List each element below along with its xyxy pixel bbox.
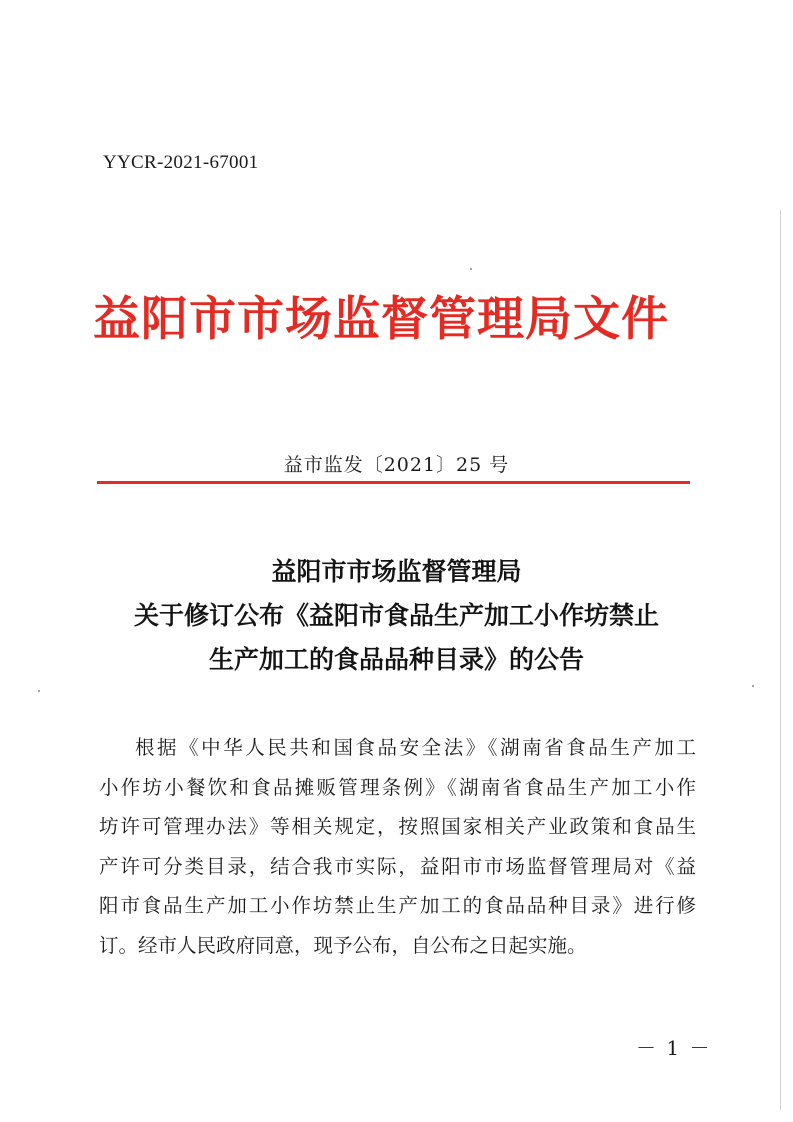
body-line: 产许可分类目录，结合我市实际，益阳市市场监督管理局对《益 — [99, 854, 696, 878]
body-line: 坊许可管理办法》等相关规定，按照国家相关产业政策和食品生 — [99, 815, 696, 838]
scan-speck — [38, 690, 40, 692]
document-number: 益市监发〔2021〕25 号 — [283, 454, 510, 476]
page-number: － 1 － — [636, 1036, 712, 1060]
notice-title — [0, 550, 793, 682]
body-line: 根据《中华人民共和国食品安全法》《湖南省食品生产加工 — [135, 736, 696, 759]
notice-title-line: 关于修订公布《益阳市食品生产加工小作坊禁止 — [133, 601, 659, 630]
scan-speck — [470, 268, 472, 270]
body-line: 阳市食品生产加工小作坊禁止生产加工的食品品种目录》进行修 — [99, 894, 696, 917]
issuer-title: 益阳市市场监督管理局文件 — [93, 292, 669, 347]
document-code: YYCR-2021-67001 — [103, 152, 259, 173]
scan-speck — [752, 685, 754, 687]
notice-title-line: 益阳市市场监督管理局 — [271, 557, 522, 586]
scan-edge-line — [780, 210, 781, 1110]
body-line: 订。经市人民政府同意，现予公布，自公布之日起实施。 — [99, 933, 587, 957]
red-divider — [97, 481, 690, 484]
body-line: 小作坊小餐饮和食品摊贩管理条例》《湖南省食品生产加工小作 — [99, 775, 696, 799]
body-paragraph — [99, 728, 696, 965]
notice-title-line: 生产加工的食品品种目录》的公告 — [208, 645, 584, 674]
